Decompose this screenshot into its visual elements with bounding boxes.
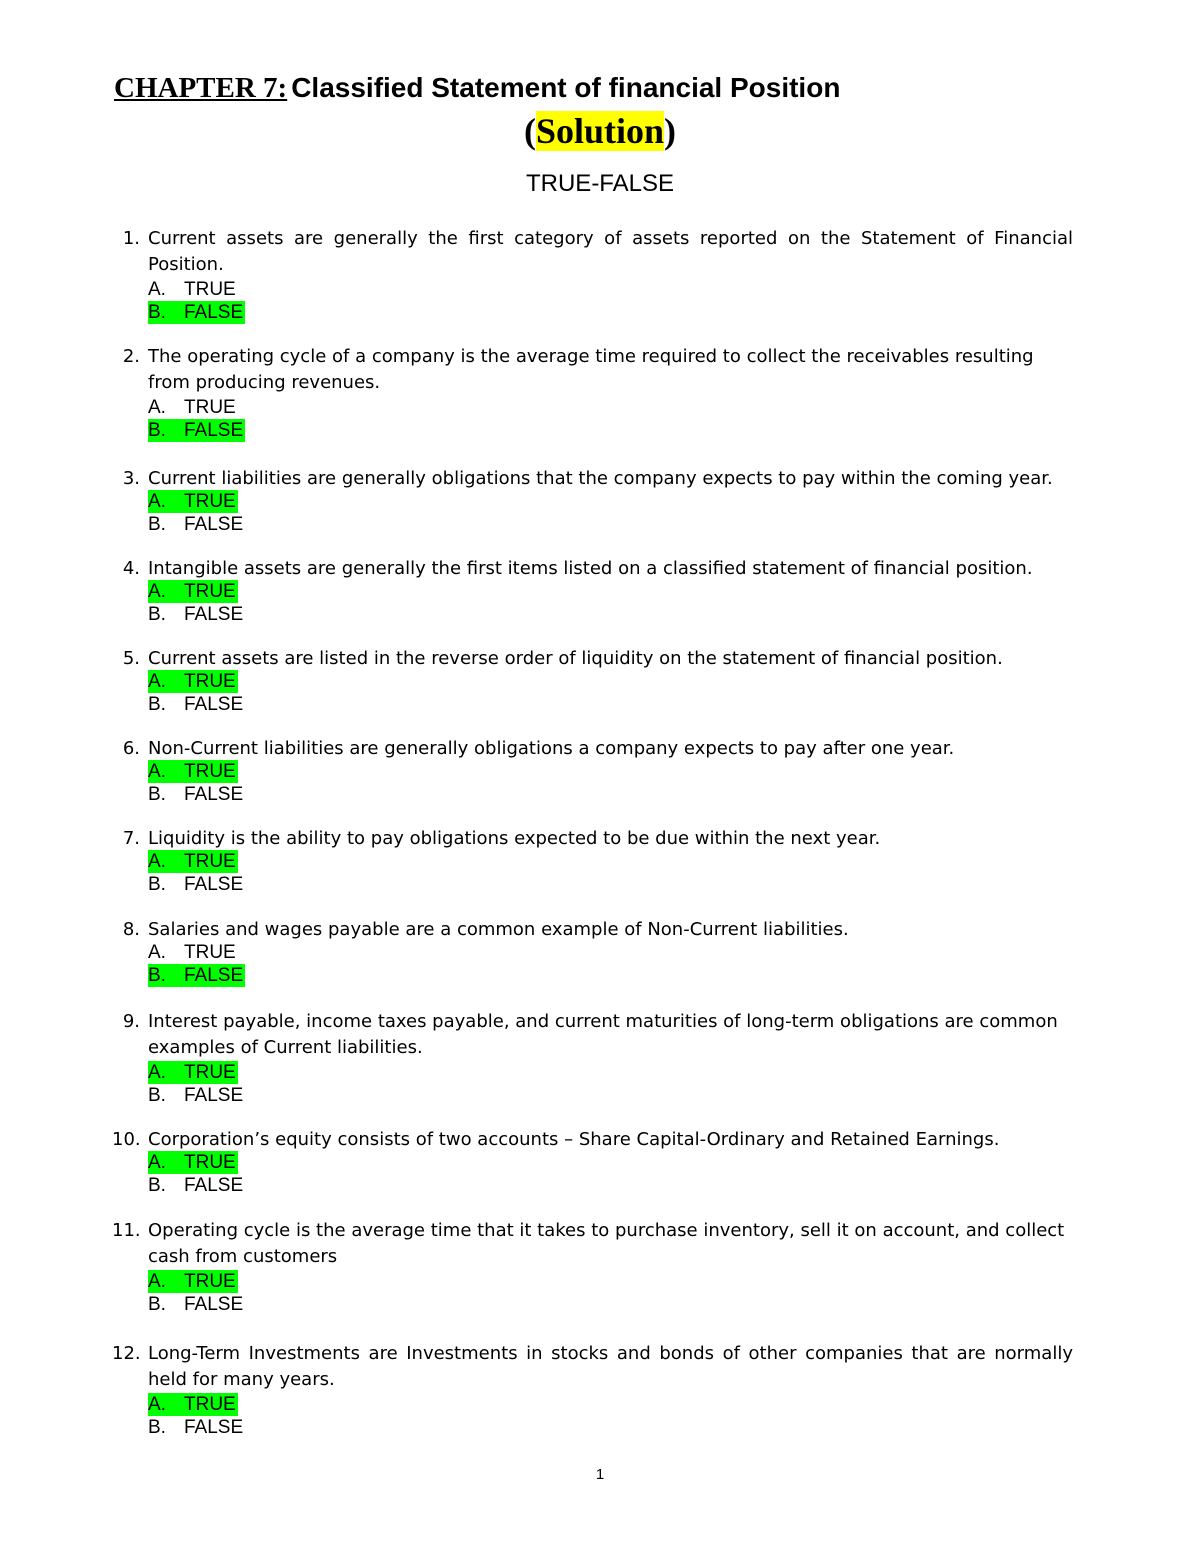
question-text: The operating cycle of a company is the average time required to collect the receivables resulting from producing revenues.	[148, 346, 1034, 393]
option-label: TRUE	[184, 1394, 236, 1415]
question-number: 3.	[122, 468, 140, 489]
option-letter: B.	[148, 514, 166, 535]
option-letter: A.	[148, 671, 166, 692]
option-a	[148, 1393, 245, 1416]
option-letter: A.	[148, 851, 166, 872]
option-label: FALSE	[184, 965, 244, 986]
option-label: FALSE	[184, 1417, 244, 1438]
option-list	[148, 670, 245, 716]
option-letter: A.	[148, 1062, 166, 1083]
chapter-label: CHAPTER 7:	[114, 72, 288, 104]
question-text: Non-Current liabilities are generally obligations a company expects to pay after one year.	[148, 738, 955, 759]
question-number: 7.	[122, 828, 140, 849]
option-b	[148, 873, 245, 896]
option-a	[148, 1061, 245, 1084]
question-text: Interest payable, income taxes payable, and current maturities of long-term obligations are common examples of Current liabilities.	[148, 1011, 1058, 1058]
option-label: TRUE	[184, 397, 236, 418]
option-list	[148, 760, 245, 806]
question-number: 11.	[112, 1220, 141, 1241]
option-label: TRUE	[184, 1271, 236, 1292]
option-letter: B.	[148, 1417, 166, 1438]
solution-open-paren: (	[523, 111, 536, 151]
option-letter: B.	[148, 420, 166, 441]
option-a	[148, 941, 245, 964]
option-list	[148, 1151, 245, 1197]
option-letter: A.	[148, 279, 166, 300]
question-text: Operating cycle is the average time that it takes to purchase inventory, sell it on account, and collect cash from customers	[148, 1220, 1065, 1267]
question-text: Current assets are listed in the reverse order of liquidity on the statement of financial position.	[148, 648, 1003, 669]
question-number: 9.	[122, 1011, 140, 1032]
question-number: 5.	[122, 648, 140, 669]
option-list	[148, 941, 245, 987]
option-b	[148, 419, 245, 442]
option-letter: A.	[148, 397, 166, 418]
option-label: TRUE	[184, 581, 236, 602]
option-list	[148, 1270, 245, 1316]
option-a	[148, 1151, 245, 1174]
option-list	[148, 278, 245, 324]
option-list	[148, 396, 245, 442]
option-letter: B.	[148, 1085, 166, 1106]
option-label: TRUE	[184, 942, 236, 963]
solution-close-paren: )	[664, 111, 677, 151]
option-letter: B.	[148, 694, 166, 715]
question-text: Current liabilities are generally obligations that the company expects to pay within the coming year.	[148, 468, 1053, 489]
option-letter: A.	[148, 1394, 166, 1415]
option-label: FALSE	[184, 694, 244, 715]
option-label: TRUE	[184, 851, 236, 872]
option-list	[148, 490, 245, 536]
option-a	[148, 850, 245, 873]
option-label: FALSE	[184, 302, 244, 323]
option-label: TRUE	[184, 1152, 236, 1173]
option-list	[148, 850, 245, 896]
solution-word: Solution	[535, 111, 665, 151]
option-b	[148, 513, 245, 536]
option-b	[148, 301, 245, 324]
question-number: 10.	[112, 1129, 141, 1150]
option-letter: A.	[148, 942, 166, 963]
option-label: FALSE	[184, 514, 244, 535]
question-text: Liquidity is the ability to pay obligations expected to be due within the next year.	[148, 828, 881, 849]
option-b	[148, 603, 245, 626]
chapter-heading	[114, 72, 840, 105]
option-label: TRUE	[184, 761, 236, 782]
option-a	[148, 490, 245, 513]
option-b	[148, 1174, 245, 1197]
question-number: 12.	[112, 1343, 141, 1364]
question-number: 6.	[122, 738, 140, 759]
option-b	[148, 1293, 245, 1316]
option-a	[148, 278, 245, 301]
question-text: Long-Term Investments are Investments in stocks and bonds of other companies that are normally held for many years.	[148, 1343, 1073, 1390]
chapter-title: Classified Statement of financial Position	[291, 72, 841, 103]
question-number: 1.	[122, 228, 140, 249]
option-letter: B.	[148, 1294, 166, 1315]
option-label: FALSE	[184, 1085, 244, 1106]
option-letter: A.	[148, 761, 166, 782]
option-letter: A.	[148, 1271, 166, 1292]
question-number: 4.	[122, 558, 140, 579]
option-letter: A.	[148, 581, 166, 602]
option-a	[148, 760, 245, 783]
option-b	[148, 964, 245, 987]
option-a	[148, 1270, 245, 1293]
option-label: FALSE	[184, 1175, 244, 1196]
option-label: FALSE	[184, 420, 244, 441]
option-label: FALSE	[184, 604, 244, 625]
option-label: FALSE	[184, 1294, 244, 1315]
option-letter: B.	[148, 302, 166, 323]
option-list	[148, 580, 245, 626]
question-text: Current assets are generally the first category of assets reported on the Statement of Financial Position.	[148, 228, 1073, 275]
question-number: 8.	[122, 919, 140, 940]
option-a	[148, 670, 245, 693]
question-text: Corporation’s equity consists of two accounts – Share Capital-Ordinary and Retained Earnings.	[148, 1129, 1000, 1150]
option-letter: B.	[148, 965, 166, 986]
section-title: TRUE-FALSE	[525, 170, 675, 197]
option-a	[148, 580, 245, 603]
option-b	[148, 783, 245, 806]
option-b	[148, 693, 245, 716]
page-number: 1	[595, 1466, 605, 1483]
option-letter: B.	[148, 1175, 166, 1196]
question-number: 2.	[122, 346, 140, 367]
solution-heading	[0, 110, 1200, 152]
option-a	[148, 396, 245, 419]
option-label: FALSE	[184, 874, 244, 895]
option-letter: A.	[148, 1152, 166, 1173]
option-list	[148, 1393, 245, 1439]
option-label: TRUE	[184, 671, 236, 692]
option-b	[148, 1416, 245, 1439]
option-label: TRUE	[184, 491, 236, 512]
option-list	[148, 1061, 245, 1107]
option-label: TRUE	[184, 279, 236, 300]
question-text: Salaries and wages payable are a common example of Non-Current liabilities.	[148, 919, 849, 940]
option-label: FALSE	[184, 784, 244, 805]
option-letter: A.	[148, 491, 166, 512]
question-text: Intangible assets are generally the first items listed on a classified statement of financial position.	[148, 558, 1033, 579]
option-letter: B.	[148, 784, 166, 805]
option-letter: B.	[148, 604, 166, 625]
option-label: TRUE	[184, 1062, 236, 1083]
option-letter: B.	[148, 874, 166, 895]
option-b	[148, 1084, 245, 1107]
